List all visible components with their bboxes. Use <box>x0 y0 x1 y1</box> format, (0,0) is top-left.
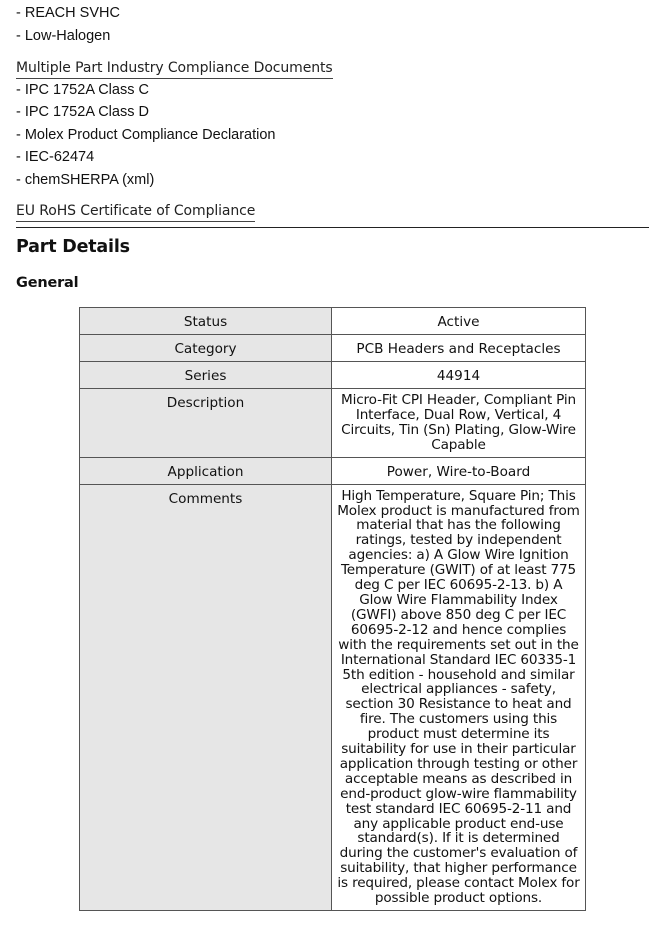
table-row <box>80 389 586 458</box>
compliance-item-reach-svhc: - REACH SVHC <box>16 5 120 21</box>
doc-item-ipc-class-c[interactable]: - IPC 1752A Class C <box>16 82 149 98</box>
value-description: Micro-Fit CPI Header, Compliant Pin Interface, Dual Row, Vertical, 4 Circuits, Tin (Sn) Plating, Glow-Wire Capable <box>332 389 586 458</box>
label-description: Description <box>80 389 332 458</box>
label-comments: Comments <box>80 484 332 910</box>
table-row <box>80 457 586 484</box>
value-category: PCB Headers and Receptacles <box>332 335 586 362</box>
value-series: 44914 <box>332 362 586 389</box>
part-details-table <box>79 307 586 911</box>
table-row <box>80 484 586 910</box>
doc-item-iec-62474[interactable]: - IEC-62474 <box>16 149 95 165</box>
table-row <box>80 362 586 389</box>
general-heading: General <box>16 275 79 291</box>
multi-part-docs-link[interactable]: Multiple Part Industry Compliance Documents <box>16 59 333 79</box>
label-status: Status <box>80 308 332 335</box>
rohs-certificate-link[interactable]: EU RoHS Certificate of Compliance <box>16 202 255 222</box>
section-divider <box>16 227 649 228</box>
value-application: Power, Wire-to-Board <box>332 457 586 484</box>
label-series: Series <box>80 362 332 389</box>
part-details-title: Part Details <box>16 237 130 257</box>
table-row <box>80 308 586 335</box>
doc-item-molex-declaration[interactable]: - Molex Product Compliance Declaration <box>16 127 276 143</box>
doc-item-chemsherpa[interactable]: - chemSHERPA (xml) <box>16 172 155 188</box>
value-comments: High Temperature, Square Pin; This Molex product is manufactured from material that has the following ratings, tested by independent agencies: a) A Glow Wire Ignition Temperature (GWIT) of at least 775 deg C per IEC 60695-2-13. b) A Glow Wire Flammability Index (GWFI) above 850 deg C per IEC 60695-2-12 and hence complies with the requirements set out in the International Standard IEC 60335-1 5th edition - household and similar electrical appliances - safety, section 30 Resistance to heat and fire. The customers using this product must determine its suitability for use in their particular application through testing or other acceptable means as described in end-product glow-wire flammability test standard IEC 60695-2-11 and any applicable product end-use standard(s). If it is determined during the customer's evaluation of suitability, that higher performance is required, please contact Molex for possible product options. <box>332 484 586 910</box>
compliance-item-low-halogen: - Low-Halogen <box>16 28 111 44</box>
value-status: Active <box>332 308 586 335</box>
label-category: Category <box>80 335 332 362</box>
label-application: Application <box>80 457 332 484</box>
doc-item-ipc-class-d[interactable]: - IPC 1752A Class D <box>16 104 149 120</box>
table-row <box>80 335 586 362</box>
